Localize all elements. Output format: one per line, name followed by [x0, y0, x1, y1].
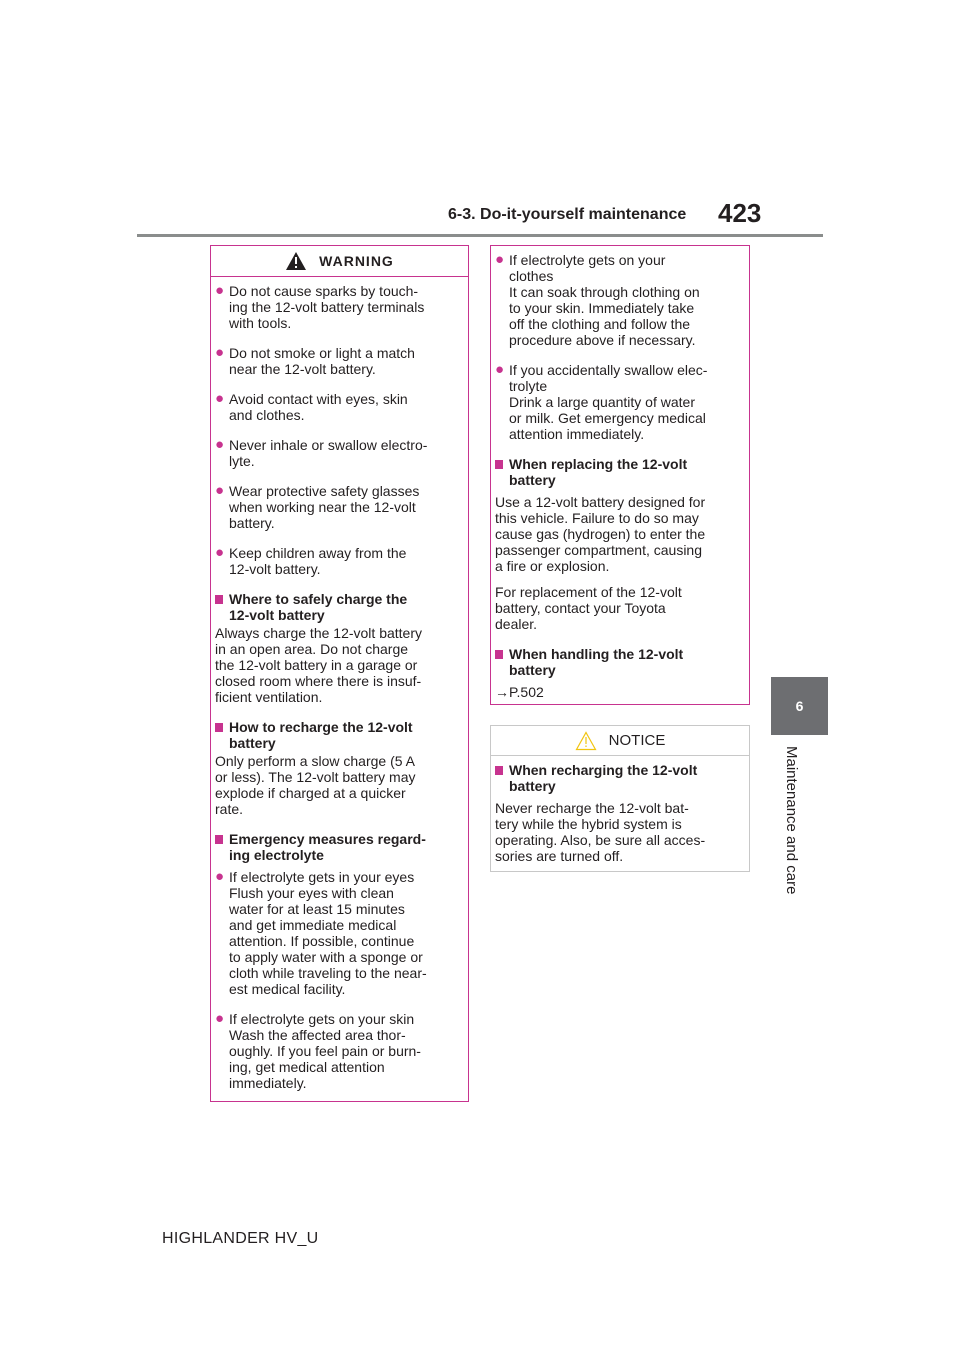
replacing-text-1: Use a 12-volt battery designed for this vehicle. Failure to do so may cause gas (hydrogen) to enter the passenger compartment, causing a fire or explosion. — [495, 494, 706, 574]
notice-triangle-icon — [575, 731, 597, 751]
bullet-icon: ● — [215, 344, 225, 361]
chapter-label: Maintenance and care — [783, 746, 800, 895]
emergency-bullet: If electrolyte gets on your skin Wash the affected area thor- oughly. If you feel pain or burn- ing, get medical attention immediately. — [229, 1011, 421, 1091]
page-number: 423 — [718, 198, 762, 228]
warning-bullet: If electrolyte gets on your clothes It can soak through clothing on to your skin. Immediately take off the clothing and follow the procedure above if necessary. — [509, 252, 700, 348]
safe-charge-text: Always charge the 12-volt battery in an open area. Do not charge the 12-volt battery in a garage or closed room where there is insuf- ficient ventilation. — [215, 625, 422, 705]
header-rule — [137, 234, 823, 237]
square-bullet-icon — [215, 835, 223, 844]
bullet-icon: ● — [215, 868, 225, 885]
square-bullet-icon — [495, 650, 503, 659]
bullet-icon: ● — [215, 482, 225, 499]
warning-triangle-icon — [285, 251, 307, 271]
notice-header — [491, 726, 749, 756]
subheading-handling: When handling the 12-volt battery — [509, 646, 684, 678]
square-bullet-icon — [495, 766, 503, 775]
chapter-number: 6 — [795, 698, 804, 714]
warning-box-continued — [490, 245, 750, 705]
subheading-replacing: When replacing the 12-volt battery — [509, 456, 688, 488]
notice-text: Never recharge the 12-volt bat- tery while the hybrid system is operating. Also, be sure all acces- sories are turned off. — [495, 800, 706, 864]
warning-bullet: Do not cause sparks by touch- ing the 12-volt battery terminals with tools. — [229, 283, 425, 331]
subheading-safe-charge: Where to safely charge the 12-volt battery — [229, 591, 408, 623]
notice-box — [490, 725, 750, 872]
bullet-icon: ● — [495, 361, 505, 378]
warning-title: WARNING — [319, 253, 394, 269]
subheading-notice: When recharging the 12-volt battery — [509, 762, 698, 794]
section-title: 6-3. Do-it-yourself maintenance — [448, 206, 687, 223]
warning-bullet: Do not smoke or light a match near the 12-volt battery. — [229, 345, 415, 377]
subheading-emergency: Emergency measures regard- ing electrolyte — [229, 831, 426, 863]
warning-bullet: Keep children away from the 12-volt battery. — [229, 545, 407, 577]
bullet-icon: ● — [495, 251, 505, 268]
warning-box — [210, 245, 469, 1102]
model-code: HIGHLANDER HV_U — [162, 1230, 319, 1247]
bullet-icon: ● — [215, 436, 225, 453]
warning-bullet: Wear protective safety glasses when working near the 12-volt battery. — [229, 483, 420, 531]
warning-header — [211, 246, 468, 277]
chapter-tab[interactable] — [771, 677, 828, 735]
square-bullet-icon — [495, 460, 503, 469]
bullet-icon: ● — [215, 390, 225, 407]
recharge-text: Only perform a slow charge (5 A or less). The 12-volt battery may explode if charged at a quicker rate. — [215, 753, 416, 817]
warning-bullet: Never inhale or swallow electro- lyte. — [229, 437, 428, 469]
replacing-text-2: For replacement of the 12-volt battery, contact your Toyota dealer. — [495, 584, 682, 632]
square-bullet-icon — [215, 723, 223, 732]
warning-bullet: If you accidentally swallow elec- trolyte Drink a large quantity of water or milk. Get emergency medical attention immediately. — [509, 362, 708, 442]
page-reference-link[interactable]: →P.502 — [495, 684, 544, 700]
emergency-bullet: If electrolyte gets in your eyes Flush your eyes with clean water for at least 15 minutes and get immediate medical attention. If possible, continue to apply water with a sponge or cloth while traveling to the near- est medical facility. — [229, 869, 427, 997]
subheading-recharge: How to recharge the 12-volt battery — [229, 719, 413, 751]
bullet-icon: ● — [215, 1010, 225, 1027]
warning-bullet: Avoid contact with eyes, skin and clothes. — [229, 391, 408, 423]
square-bullet-icon — [215, 595, 223, 604]
bullet-icon: ● — [215, 282, 225, 299]
notice-title: NOTICE — [608, 732, 666, 749]
bullet-icon: ● — [215, 544, 225, 561]
